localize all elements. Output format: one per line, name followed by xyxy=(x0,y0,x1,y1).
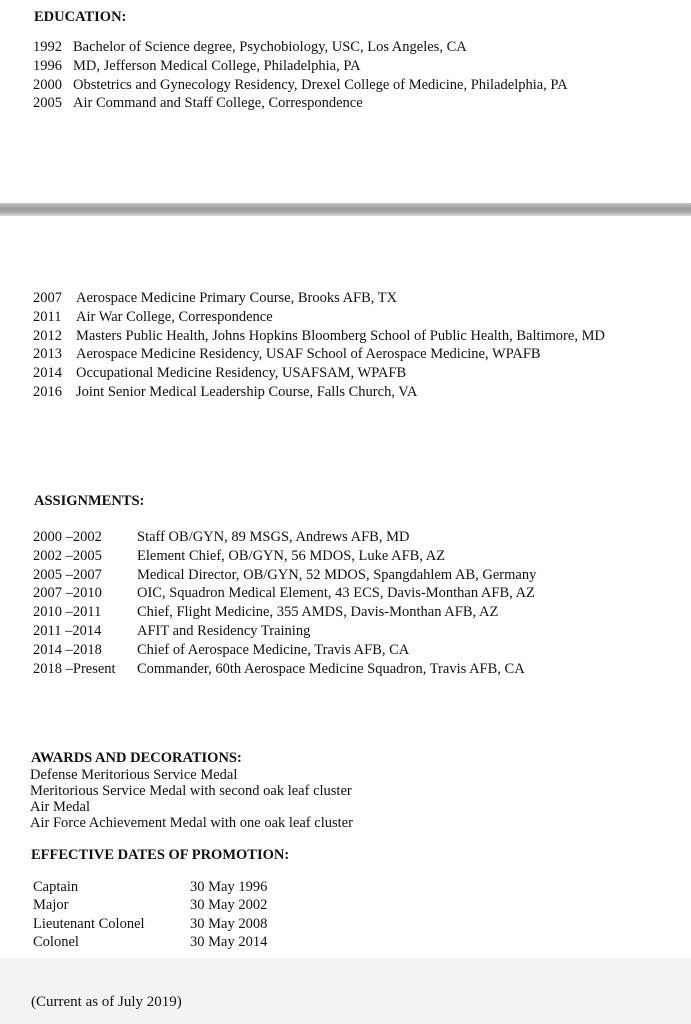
assignment-dates: 2007 –2010 xyxy=(33,585,102,602)
education-description: Joint Senior Medical Leadership Course, Falls Church, VA xyxy=(76,383,418,400)
assignment-description: Chief, Flight Medicine, 355 AMDS, Davis-Monthan AFB, AZ xyxy=(137,604,499,621)
award-item: Meritorious Service Medal with second oak leaf cluster xyxy=(30,783,352,799)
assignment-description: Commander, 60th Aerospace Medicine Squadron, Travis AFB, CA xyxy=(137,660,525,677)
promotions-list xyxy=(33,878,267,951)
education-list-part1 xyxy=(33,38,568,113)
education-item xyxy=(33,38,568,57)
education-description: Masters Public Health, Johns Hopkins Bloomberg School of Public Health, Baltimore, MD xyxy=(76,327,605,344)
promotion-date: 30 May 2014 xyxy=(190,933,268,950)
education-item xyxy=(33,94,568,113)
award-item: Air Medal xyxy=(30,799,90,815)
education-year: 2005 xyxy=(33,95,62,112)
education-description: Occupational Medicine Residency, USAFSAM, WPAFB xyxy=(76,365,407,382)
assignment-row xyxy=(33,622,536,641)
education-description: Air War College, Correspondence xyxy=(76,308,273,325)
promotion-rank: Lieutenant Colonel xyxy=(33,915,145,932)
assignment-row xyxy=(33,603,536,622)
education-year: 1992 xyxy=(33,39,62,55)
education-year: 2013 xyxy=(33,346,62,363)
education-item xyxy=(33,327,605,346)
education-description: Aerospace Medicine Residency, USAF School of Aerospace Medicine, WPAFB xyxy=(76,346,541,363)
promotion-date: 30 May 2008 xyxy=(190,915,268,932)
education-item xyxy=(33,57,568,76)
assignment-description: OIC, Squadron Medical Element, 43 ECS, Davis-Monthan AFB, AZ xyxy=(137,585,535,602)
assignment-dates: 2005 –2007 xyxy=(33,566,102,583)
education-item xyxy=(33,345,605,364)
assignments-list xyxy=(33,528,536,678)
promotion-row xyxy=(33,933,267,951)
assignment-row xyxy=(33,566,536,585)
education-item xyxy=(33,364,605,383)
assignment-description: Chief of Aerospace Medicine, Travis AFB, CA xyxy=(137,641,410,658)
assignment-row xyxy=(33,547,536,566)
education-description: Bachelor of Science degree, Psychobiology, USC, Los Angeles, CA xyxy=(73,39,467,55)
awards-list xyxy=(30,767,353,831)
assignment-dates: 2002 –2005 xyxy=(33,547,102,564)
education-year: 2012 xyxy=(33,327,62,344)
education-year: 1996 xyxy=(33,57,62,74)
award-item: Air Force Achievement Medal with one oak leaf cluster xyxy=(30,815,353,831)
awards-heading: AWARDS AND DECORATIONS: xyxy=(31,750,242,766)
education-description: Aerospace Medicine Primary Course, Brooks AFB, TX xyxy=(76,290,398,306)
assignment-dates: 2010 –2011 xyxy=(33,604,102,621)
promotions-heading: EFFECTIVE DATES OF PROMOTION: xyxy=(31,847,290,863)
assignment-description: Element Chief, OB/GYN, 56 MDOS, Luke AFB, AZ xyxy=(137,547,446,564)
education-item xyxy=(33,76,568,95)
education-heading: EDUCATION: xyxy=(34,9,127,25)
assignment-row xyxy=(33,584,536,603)
education-description: MD, Jefferson Medical College, Philadelphia, PA xyxy=(73,57,361,74)
education-year: 2016 xyxy=(33,383,62,400)
education-year: 2011 xyxy=(33,308,62,325)
promotion-row xyxy=(33,896,267,914)
promotion-date: 30 May 1996 xyxy=(190,879,268,895)
education-item xyxy=(33,383,605,402)
assignment-row xyxy=(33,660,536,679)
assignment-description: AFIT and Residency Training xyxy=(137,622,311,639)
assignment-row xyxy=(33,528,536,547)
award-item: Defense Meritorious Service Medal xyxy=(30,767,238,783)
assignment-dates: 2018 –Present xyxy=(33,660,116,677)
assignment-description: Medical Director, OB/GYN, 52 MDOS, Spangdahlem AB, Germany xyxy=(137,566,537,583)
education-description: Air Command and Staff College, Correspondence xyxy=(73,95,363,112)
page-bottom-shade xyxy=(0,958,691,1024)
education-list-part2 xyxy=(33,289,605,402)
promotion-date: 30 May 2002 xyxy=(190,897,268,914)
education-description: Obstetrics and Gynecology Residency, Drexel College of Medicine, Philadelphia, PA xyxy=(73,76,568,93)
assignment-dates: 2011 –2014 xyxy=(33,622,102,639)
assignments-heading: ASSIGNMENTS: xyxy=(34,493,145,509)
promotion-row xyxy=(33,878,267,896)
education-item xyxy=(33,308,605,327)
assignment-dates: 2014 –2018 xyxy=(33,641,102,658)
currency-footnote: (Current as of July 2019) xyxy=(31,994,182,1010)
assignment-description: Staff OB/GYN, 89 MSGS, Andrews AFB, MD xyxy=(137,529,410,545)
assignment-row xyxy=(33,641,536,660)
education-year: 2014 xyxy=(33,365,62,382)
assignment-dates: 2000 –2002 xyxy=(33,529,102,545)
page-break-divider xyxy=(0,203,691,216)
education-year: 2007 xyxy=(33,290,62,306)
promotion-rank: Colonel xyxy=(33,933,79,950)
promotion-rank: Captain xyxy=(33,879,79,895)
education-item xyxy=(33,289,605,308)
education-year: 2000 xyxy=(33,76,62,93)
promotion-rank: Major xyxy=(33,897,69,914)
promotion-row xyxy=(33,915,267,933)
